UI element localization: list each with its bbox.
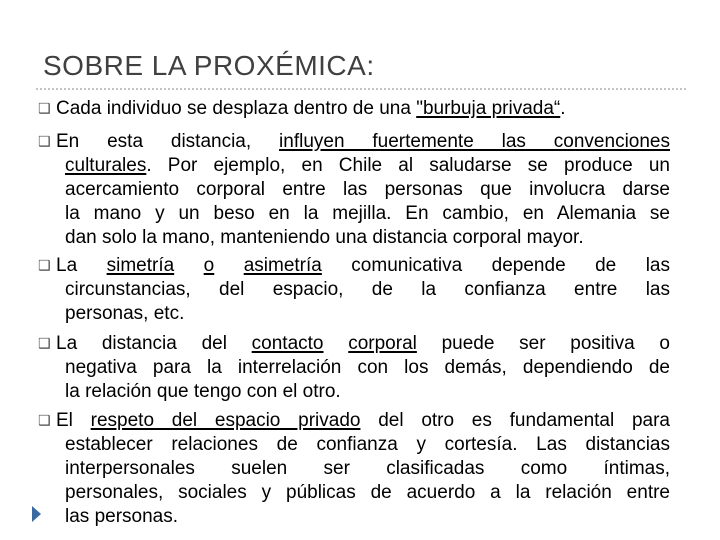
text-run: Cada individuo se desplaza dentro de una [56,98,417,119]
underlined-phrase: simetría [106,255,175,276]
bullet-icon: ❑ [38,134,51,150]
list-item-text: acercamiento corporal entre las personas que involucra darse [65,179,670,200]
list-item-text [56,254,670,278]
arrow-right-icon[interactable] [32,506,41,522]
text-run: El [56,410,91,431]
underlined-phrase: o [203,255,215,276]
list-item-text [65,154,670,178]
list-item-text [56,130,670,154]
list-item-text: circunstancias, del espacio, de la confianza entre las [65,279,670,300]
text-run: La distancia del [56,333,252,354]
list-item-text: personales, sociales y públicas de acuerdo a la relación entre [65,482,670,503]
list-item-text [56,332,670,356]
underlined-phrase: respeto del espacio privado [90,410,361,431]
bullet-icon: ❑ [38,258,51,274]
bullet-icon: ❑ [38,413,51,429]
list-item-text: interpersonales suelen ser clasificadas como íntimas, [65,458,670,479]
list-item-text [56,409,670,433]
text-run: puede ser positiva o [416,333,670,354]
bullet-icon: ❑ [38,101,51,117]
list-item-text: dan solo la mano, manteniendo una distancia corporal mayor. [65,227,584,248]
text-run: . [560,98,566,119]
bullet-icon: ❑ [38,336,51,352]
underlined-phrase: corporal [348,333,417,354]
underlined-phrase: influyen fuertemente las convenciones [279,131,670,152]
list-item-text [56,97,670,121]
text-run [174,255,203,276]
page-title: SOBRE LA PROXÉMICA: [43,50,375,81]
list-item-text: establecer relaciones de confianza y cortesía. Las distancias [65,434,670,455]
text-run: En esta distancia, [56,131,280,152]
underlined-phrase: asimetría [243,255,322,276]
text-run: del otro es fundamental para [360,410,670,431]
text-run: . Por ejemplo, en Chile al saludarse se produce un [146,155,670,176]
text-run [214,255,243,276]
list-item-text: la relación que tengo con el otro. [65,381,341,402]
list-item-text: personas, etc. [65,303,185,324]
list-item-text: negativa para la interrelación con los demás, dependiendo de [65,357,670,378]
underlined-phrase: culturales [65,155,147,176]
list-item-text: las personas. [65,506,179,527]
text-run [323,333,348,354]
underlined-phrase: contacto [251,333,324,354]
text-run: La [56,255,107,276]
text-run: comunicativa depende de las [321,255,670,276]
list-item-text: la mano y un beso en la mejilla. En cambio, en Alemania se [65,203,670,224]
underlined-phrase: "burbuja privada“ [416,98,561,119]
